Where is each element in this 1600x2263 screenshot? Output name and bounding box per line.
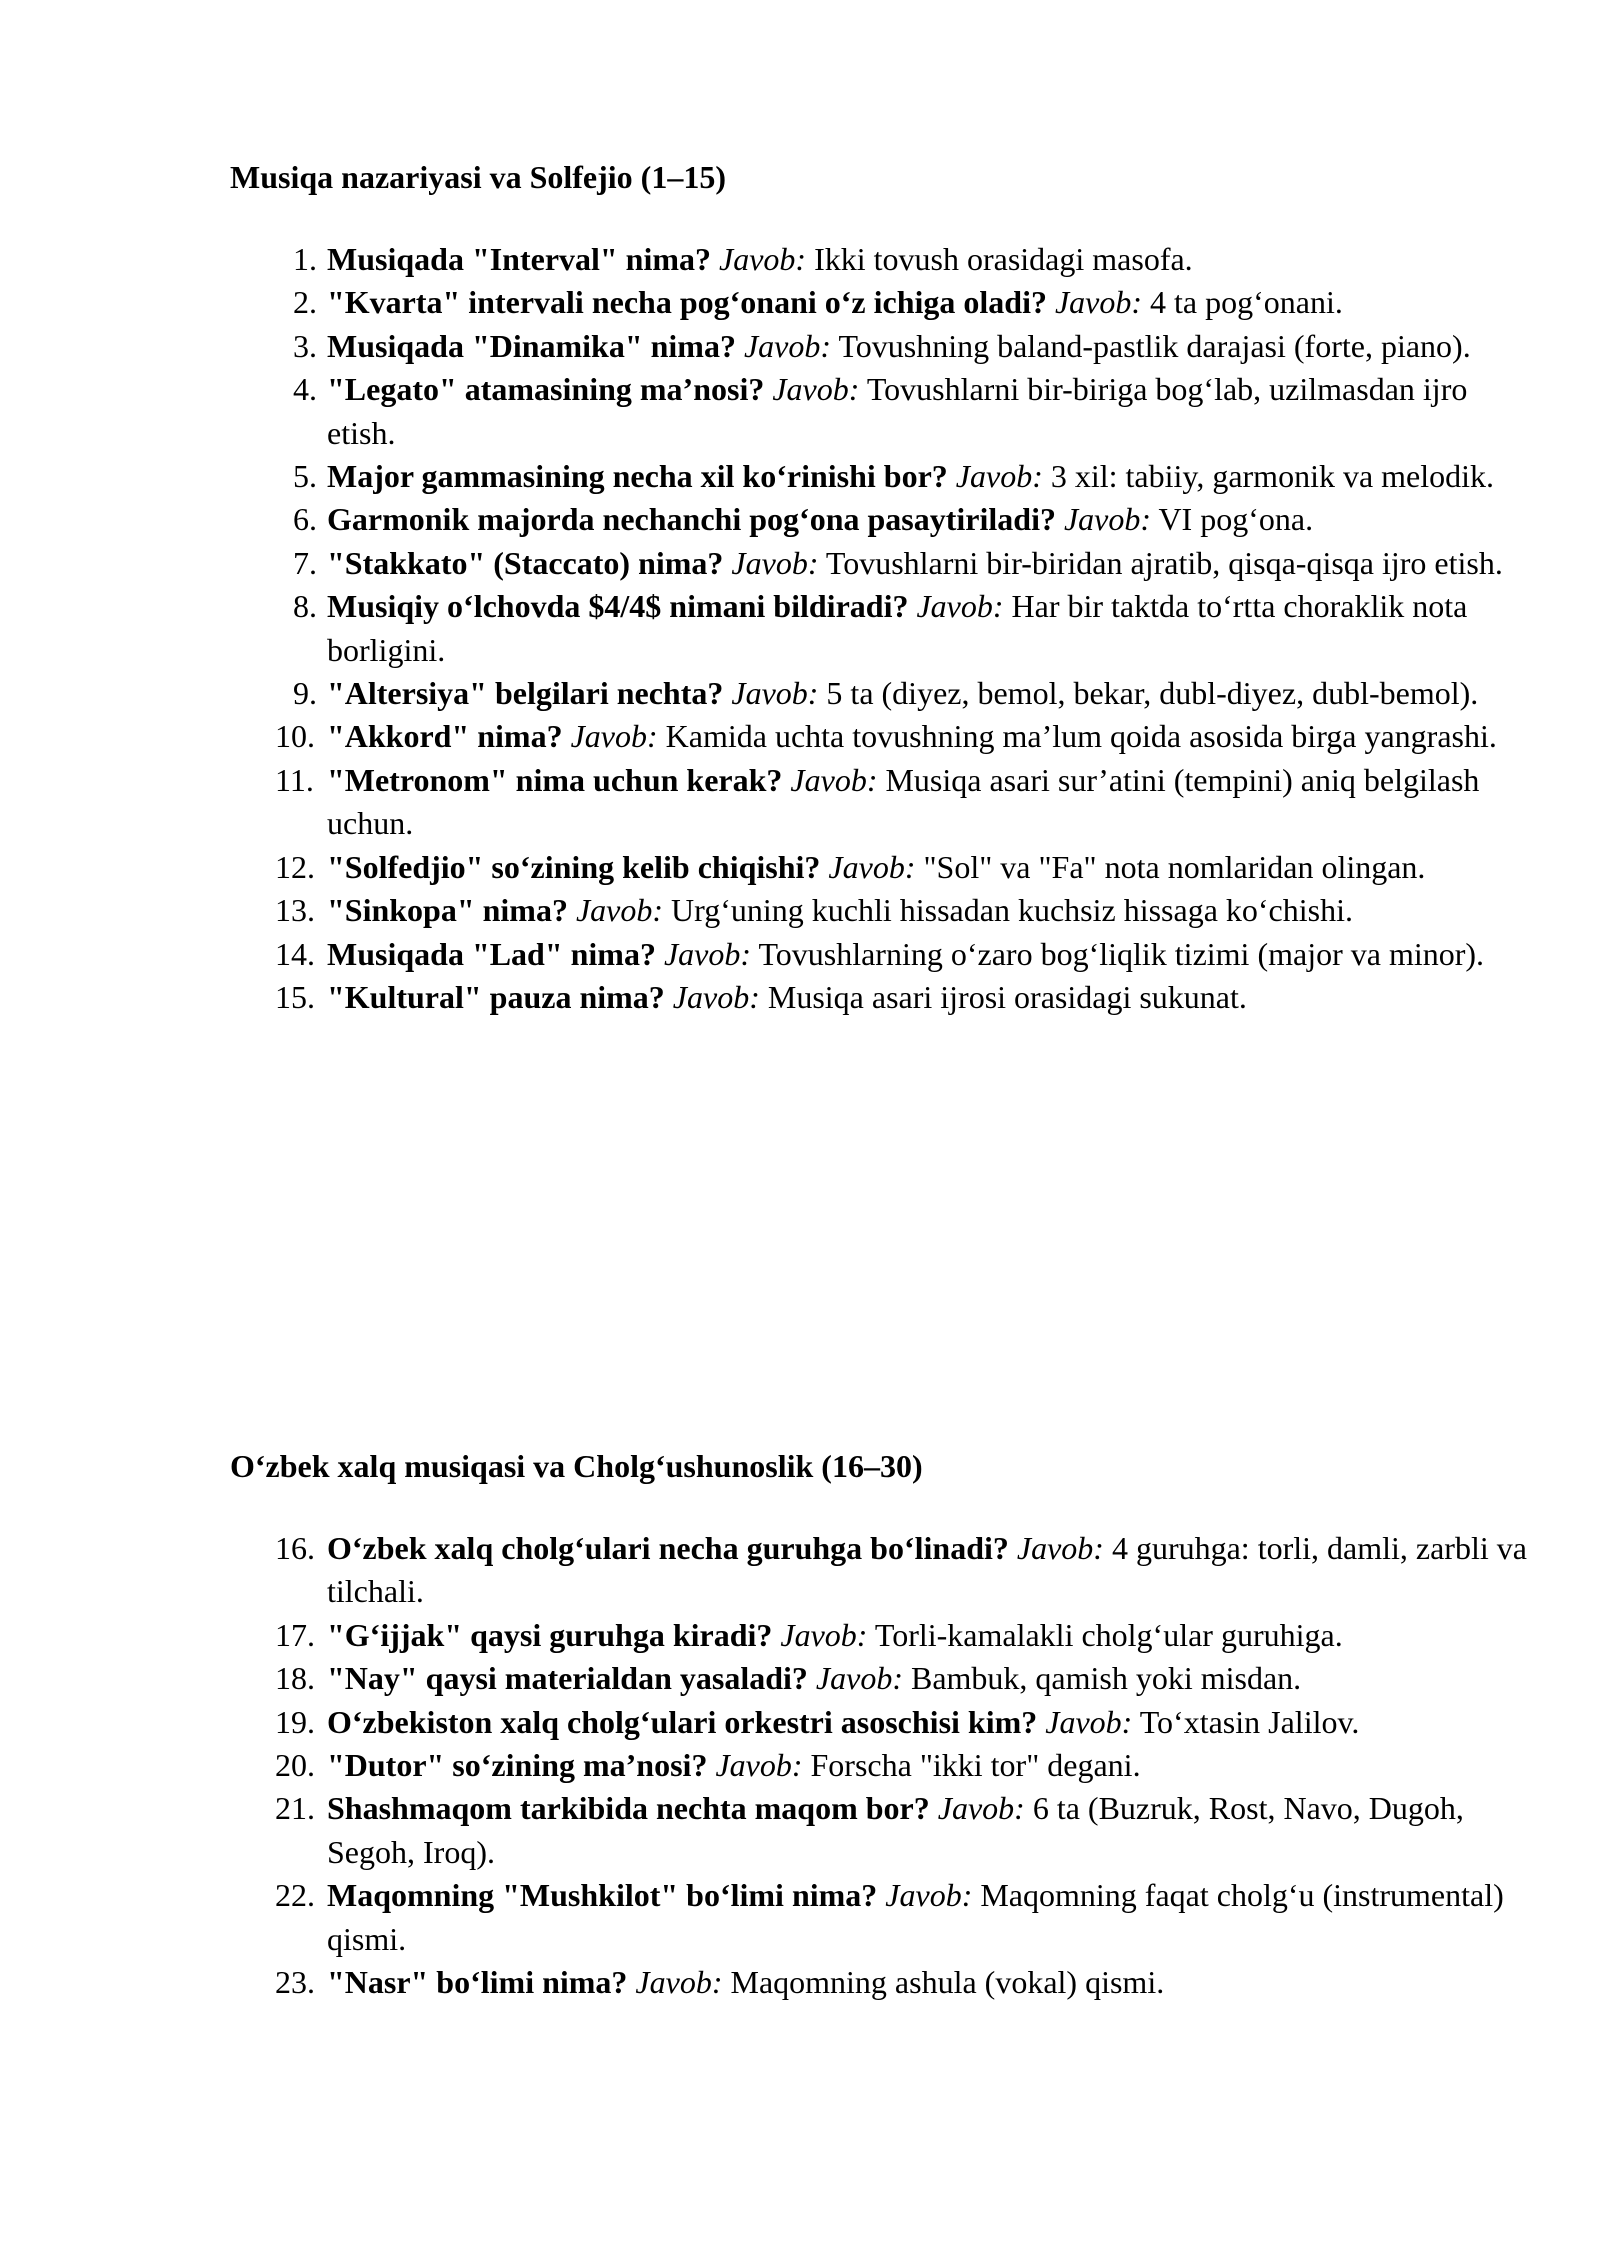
- answer-label: Javob:: [1063, 501, 1152, 538]
- answer-label: Javob:: [937, 1790, 1025, 1827]
- answer-text: Musiqa asari sur’atini (tempini) aniq belgilash uchun.: [327, 761, 1480, 842]
- item-number: 15.: [275, 978, 315, 1015]
- item-number: 12.: [275, 848, 315, 885]
- item-number: 20.: [275, 1747, 315, 1784]
- list-item: [230, 759, 1530, 846]
- question-text: "Stakkato" (Staccato) nima?: [327, 544, 724, 581]
- item-number: 18.: [275, 1660, 315, 1697]
- list-item: [230, 1527, 1530, 1614]
- answer-label: Javob:: [635, 1964, 723, 2001]
- item-number: 5.: [293, 458, 317, 495]
- answer-text: Bambuk, qamish yoki misdan.: [910, 1660, 1302, 1697]
- answer-label: Javob:: [731, 675, 819, 712]
- answer-label: Javob:: [885, 1877, 973, 1914]
- answer-label: Javob:: [955, 458, 1043, 495]
- answer-label: Javob:: [1054, 284, 1143, 321]
- answer-label: Javob:: [731, 544, 819, 581]
- answer-label: Javob:: [715, 1747, 803, 1784]
- section-heading-theory: Musiqa nazariyasi va Solfejio (1–15): [230, 159, 726, 195]
- item-number: 16.: [275, 1530, 315, 1566]
- answer-text: Urg‘uning kuchli hissadan kuchsiz hissaga ko‘chishi.: [671, 892, 1353, 929]
- answer-text: Musiqa asari ijrosi orasidagi sukunat.: [767, 978, 1247, 1015]
- answer-label: Javob:: [672, 978, 760, 1015]
- answer-text: 6 ta (Buzruk, Rost, Navo, Dugoh, Segoh, Iroq).: [327, 1790, 1464, 1870]
- item-number: 10.: [275, 718, 315, 755]
- question-text: "Kultural" pauza nima?: [327, 978, 665, 1015]
- answer-text: Maqomning faqat cholg‘u (instrumental) qismi.: [327, 1877, 1504, 1957]
- question-text: "Legato" atamasining ma’nosi?: [327, 371, 765, 408]
- answer-label: Javob:: [828, 848, 916, 885]
- list-item: [230, 1961, 1530, 2004]
- question-text: Musiqada "Lad" nima?: [327, 935, 656, 972]
- item-number: 22.: [275, 1877, 315, 1914]
- section-heading-folk-music: O‘zbek xalq musiqasi va Cholg‘ushunoslik (16–30): [230, 1448, 923, 1484]
- question-text: "Kvarta" intervali necha pog‘onani o‘z ichiga oladi?: [327, 284, 1047, 321]
- item-number: 14.: [275, 935, 315, 972]
- list-item: [230, 368, 1530, 455]
- list-item: [230, 672, 1530, 715]
- item-number: 6.: [293, 501, 317, 538]
- list-item: [230, 1874, 1530, 1961]
- question-text: "Altersiya" belgilari nechta?: [327, 675, 724, 712]
- question-text: "Akkord" nima?: [327, 718, 563, 755]
- item-number: 1.: [293, 241, 317, 277]
- answer-label: Javob:: [780, 1616, 868, 1653]
- item-number: 21.: [275, 1790, 315, 1827]
- answer-text: Tovushlarni bir-biridan ajratib, qisqa-qisqa ijro etish.: [825, 544, 1503, 581]
- question-text: "Metronom" nima uchun kerak?: [327, 761, 783, 798]
- list-item: [230, 846, 1530, 889]
- item-number: 8.: [293, 588, 317, 625]
- answer-label: Javob:: [772, 371, 860, 408]
- answer-label: Javob:: [663, 935, 752, 972]
- list-item: [230, 238, 1530, 281]
- answer-text: "Sol" va "Fa" nota nomlaridan olingan.: [923, 848, 1426, 885]
- item-number: 23.: [275, 1964, 315, 2001]
- question-text: Musiqiy o‘lchovda $4/4$ nimani bildiradi?: [327, 588, 909, 625]
- answer-text: Ikki tovush orasidagi masofa.: [814, 241, 1193, 277]
- answer-text: 3 xil: tabiiy, garmonik va melodik.: [1050, 458, 1495, 495]
- answer-text: Maqomning ashula (vokal) qismi.: [730, 1964, 1165, 2001]
- question-text: "Dutor" so‘zining ma’nosi?: [327, 1747, 708, 1784]
- list-item: [230, 281, 1530, 324]
- answer-label: Javob:: [790, 761, 878, 798]
- answer-label: Javob:: [815, 1660, 903, 1697]
- list-item: [230, 455, 1530, 498]
- answer-text: Har bir taktda to‘rtta choraklik nota borligini.: [327, 588, 1468, 668]
- item-number: 11.: [275, 761, 314, 798]
- answer-label: Javob:: [916, 588, 1004, 625]
- list-item: [230, 542, 1530, 585]
- item-number: 9.: [293, 675, 317, 712]
- list-item: [230, 976, 1530, 1019]
- list-item: [230, 1787, 1530, 1874]
- question-text: "Sinkopa" nima?: [327, 892, 568, 929]
- answer-text: To‘xtasin Jalilov.: [1139, 1703, 1360, 1740]
- list-item: [230, 1614, 1530, 1657]
- answer-text: Tovushlarni bir-biriga bog‘lab, uzilmasdan ijro etish.: [327, 371, 1468, 451]
- question-text: "G‘ijjak" qaysi guruhga kiradi?: [327, 1616, 773, 1653]
- item-number: 7.: [293, 544, 317, 581]
- item-number: 4.: [293, 371, 317, 408]
- list-item: [230, 889, 1530, 932]
- answer-label: Javob:: [743, 327, 832, 364]
- question-text: "Solfedjio" so‘zining kelib chiqishi?: [327, 848, 821, 885]
- answer-text: Tovushning baland-pastlik darajasi (forte, piano).: [838, 327, 1471, 364]
- answer-text: VI pog‘ona.: [1158, 501, 1314, 538]
- answer-label: Javob:: [575, 892, 664, 929]
- list-item: [230, 715, 1530, 758]
- question-text: O‘zbekiston xalq cholg‘ulari orkestri asoschisi kim?: [327, 1703, 1038, 1740]
- item-number: 3.: [293, 327, 317, 364]
- question-text: O‘zbek xalq cholg‘ulari necha guruhga bo‘linadi?: [327, 1530, 1009, 1566]
- question-list-theory: [230, 238, 1530, 1019]
- question-list-folk-music: [230, 1527, 1530, 2004]
- answer-label: Javob:: [1045, 1703, 1133, 1740]
- question-text: Shashmaqom tarkibida nechta maqom bor?: [327, 1790, 930, 1827]
- list-item: [230, 933, 1530, 976]
- answer-text: Torli-kamalakli cholg‘ular guruhiga.: [874, 1616, 1343, 1653]
- answer-text: Tovushlarning o‘zaro bog‘liqlik tizimi (major va minor).: [758, 935, 1485, 972]
- question-text: Garmonik majorda nechanchi pog‘ona pasaytiriladi?: [327, 501, 1056, 538]
- question-text: Major gammasining necha xil ko‘rinishi bor?: [327, 458, 948, 495]
- answer-text: 4 ta pog‘onani.: [1150, 284, 1343, 321]
- list-item: [230, 1657, 1530, 1700]
- answer-label: Javob:: [719, 241, 807, 277]
- question-text: Musiqada "Dinamika" nima?: [327, 327, 736, 364]
- question-text: Musiqada "Interval" nima?: [327, 241, 712, 277]
- answer-label: Javob:: [570, 718, 658, 755]
- answer-text: Kamida uchta tovushning ma’lum qoida asosida birga yangrashi.: [665, 718, 1497, 755]
- answer-text: Forscha "ikki tor" degani.: [810, 1747, 1141, 1784]
- item-number: 19.: [275, 1703, 315, 1740]
- question-text: Maqomning "Mushkilot" bo‘limi nima?: [327, 1877, 878, 1914]
- list-item: [230, 498, 1530, 541]
- question-text: "Nay" qaysi materialdan yasaladi?: [327, 1660, 808, 1697]
- item-number: 2.: [293, 284, 317, 321]
- list-item: [230, 325, 1530, 368]
- list-item: [230, 1744, 1530, 1787]
- item-number: 17.: [275, 1616, 315, 1653]
- answer-text: 5 ta (diyez, bemol, bekar, dubl-diyez, dubl-bemol).: [826, 675, 1479, 712]
- answer-text: 4 guruhga: torli, damli, zarbli va tilchali.: [327, 1530, 1527, 1610]
- answer-label: Javob:: [1016, 1530, 1104, 1566]
- item-number: 13.: [275, 892, 315, 929]
- question-text: "Nasr" bo‘limi nima?: [327, 1964, 628, 2001]
- list-item: [230, 585, 1530, 672]
- list-item: [230, 1701, 1530, 1744]
